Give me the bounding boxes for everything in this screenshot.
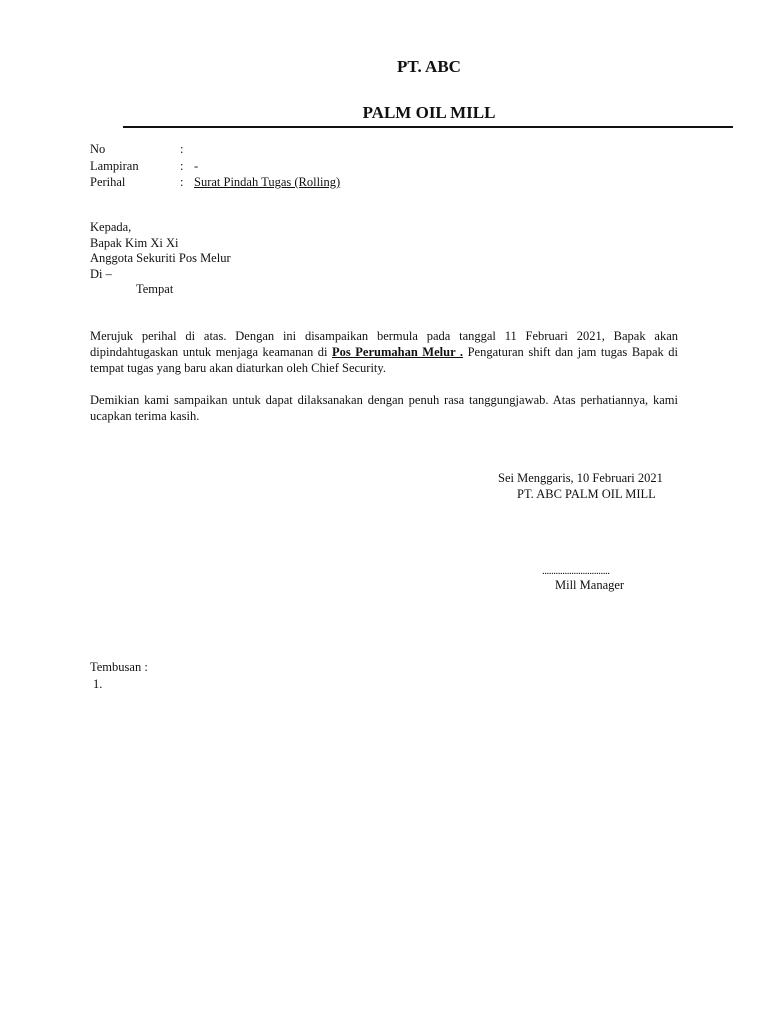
meta-label-lampiran: Lampiran — [90, 158, 139, 173]
meta-label-no: No — [90, 142, 106, 156]
body-paragraph-1 — [90, 328, 678, 376]
cc-item-1: 1. — [93, 677, 103, 691]
letter-meta — [90, 141, 340, 191]
meta-value-perihal: Surat Pindah Tugas (Rolling) — [194, 175, 341, 189]
meta-label-perihal: Perihal — [90, 175, 126, 189]
meta-colon: : — [180, 175, 184, 189]
para1-text-a: Merujuk perihal di atas. Dengan ini disampaikan bermula pada tanggal 11 Februari 2021, Bapak akan dipindahtugaskan untuk menjaga keamanan di — [90, 329, 678, 359]
recipient-di: Di – — [90, 266, 112, 281]
signature-place-date: Sei Menggaris, 10 Februari 2021 — [498, 471, 663, 485]
meta-row-no — [90, 141, 340, 158]
meta-value-lampiran: - — [194, 158, 199, 173]
meta-row-perihal — [90, 174, 340, 191]
para1-location: Pos Perumahan Melur . — [332, 345, 464, 359]
meta-colon: : — [180, 142, 184, 156]
meta-colon: : — [180, 158, 184, 173]
signature-title: Mill Manager — [555, 578, 625, 592]
company-name: PT. ABC — [397, 57, 461, 76]
meta-row-lampiran — [90, 158, 340, 175]
header-rule — [123, 126, 733, 128]
cc-label: Tembusan : — [90, 660, 148, 674]
recipient-name: Bapak Kim Xi Xi — [90, 235, 179, 250]
recipient-greeting: Kepada, — [90, 220, 132, 234]
recipient-position: Anggota Sekuriti Pos Melur — [90, 251, 231, 265]
signature-line: .............................. — [542, 565, 610, 577]
signature-company: PT. ABC PALM OIL MILL — [517, 487, 656, 501]
body-paragraph-2: Demikian kami sampaikan untuk dapat dilaksanakan dengan penuh rasa tanggungjawab. Atas perhatiannya, kami ucapkan terima kasih. — [90, 393, 678, 423]
mill-name: PALM OIL MILL — [362, 103, 496, 122]
recipient-tempat: Tempat — [136, 282, 174, 296]
recipient-block — [90, 220, 231, 298]
para1-text-c: Pengaturan shift dan jam tugas Bapak di tempat tugas yang baru akan diaturkan oleh Chief Security. — [90, 345, 678, 375]
